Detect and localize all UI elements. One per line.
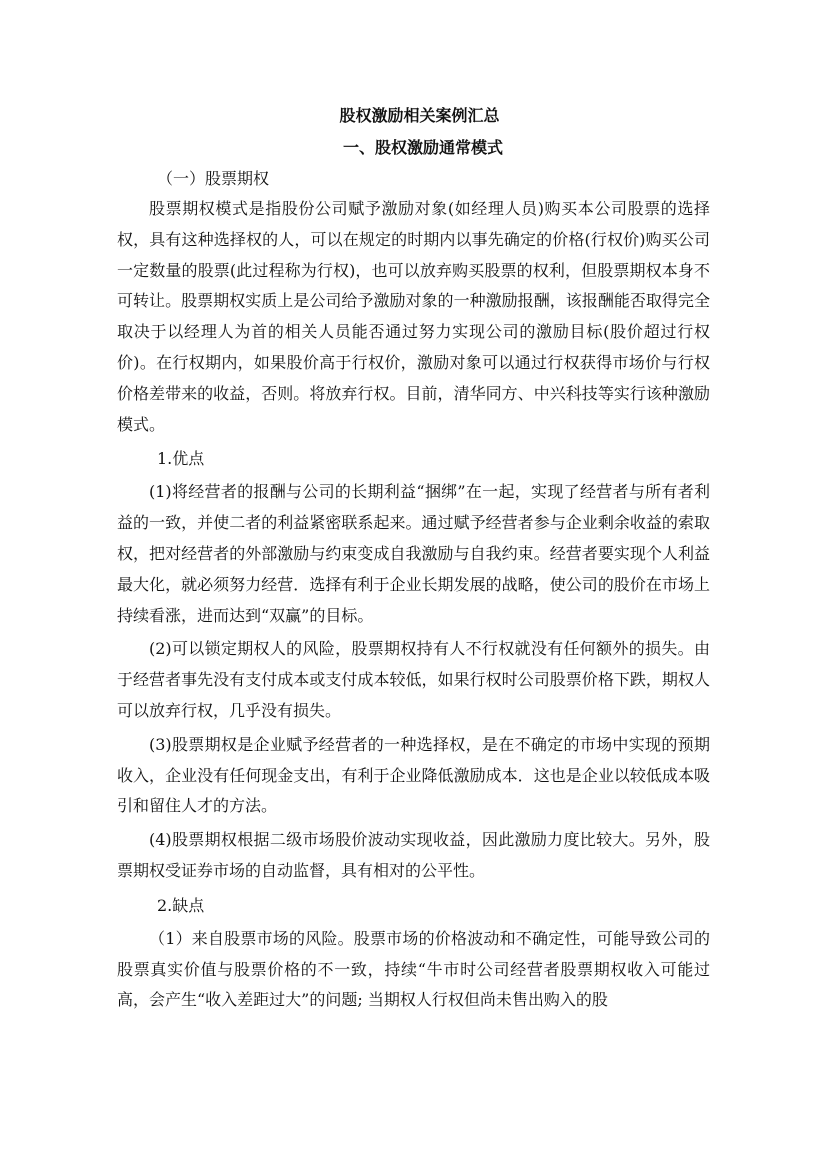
intro-paragraph: 股票期权模式是指股份公司赋予激励对象(如经理人员)购买本公司股票的选择权，具有这种选择权的人，可以在规定的时期内以事先确定的价格(行权价)购买公司一定数量的股票(此过程称为行权)，也可以放弃购买股票的权利，但股票期权本身不可转让。股票期权实质上是公司给予激励对象的一种激励报酬，该报酬能否取得完全取决于以经理人为首的相关人员能否通过努力实现公司的激励目标(股价超过行权价)。在行权期内，如果股价高于行权价，激励对象可以通过行权获得市场价与行权价格差带来的收益，否则。将放弃行权。目前，清华同方、中兴科技等实行该种激励模式。 (117, 199, 710, 434)
disadvantages-heading: 2.缺点 (157, 895, 205, 915)
advantage-paragraph: (1)将经营者的报酬与公司的长期利益“捆绑”在一起，实现了经营者与所有者利益的一致，并使二者的利益紧密联系起来。通过赋予经营者参与企业剩余收益的索取权，把对经营者的外部激励与约束变成自我激励与自我约束。经营者要实现个人利益最大化，就必须努力经营．选择有利于企业长期发展的战略，使公司的股价在市场上持续看涨，进而达到“双赢”的目标。 (117, 482, 710, 625)
subsection-heading: （一）股票期权 (157, 169, 270, 188)
advantage-paragraph: (3)股票期权是企业赋予经营者的一种选择权，是在不确定的市场中实现的预期收入，企业没有任何现金支出，有利于企业降低激励成本．这也是企业以较低成本吸引和留住人才的方法。 (117, 734, 710, 816)
document-page (117, 104, 710, 1016)
advantages-heading: 1.优点 (157, 449, 205, 469)
document-title: 股权激励相关案例汇总 (339, 106, 500, 125)
advantage-paragraph: (2)可以锁定期权人的风险，股票期权持有人不行权就没有任何额外的损失。由于经营者事先没有支付成本或支付成本较低，如果行权时公司股票价格下跌，期权人可以放弃行权，几乎没有损失。 (117, 639, 710, 720)
disadvantage-paragraph: （1）来自股票市场的风险。股票市场的价格波动和不确定性，可能导致公司的股票真实价值与股票价格的不一致，持续“牛市时公司经营者股票期权收入可能过高，会产生“收入差距过大”的问题; 当期权人行权但尚未售出购入的股 (117, 928, 710, 1010)
advantage-paragraph: (4)股票期权根据二级市场股价波动实现收益，因此激励力度比较大。另外，股票期权受证券市场的自动监督，具有相对的公平性。 (117, 830, 710, 880)
section-heading: 一、股权激励通常模式 (343, 138, 504, 157)
